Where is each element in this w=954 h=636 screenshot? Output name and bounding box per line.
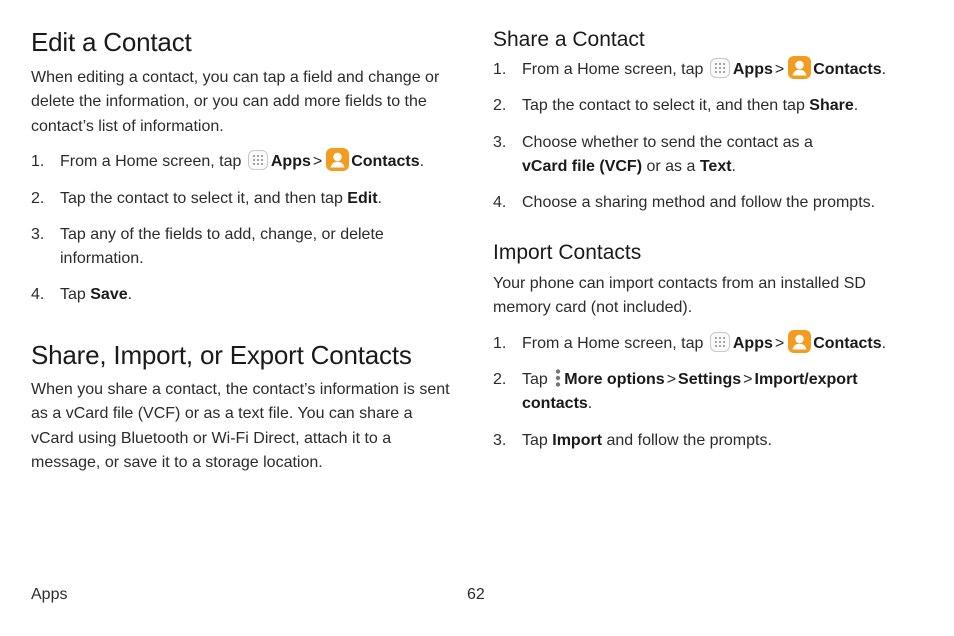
edit-step-4: 4. Tap Save. <box>31 286 133 303</box>
apps-grid-icon <box>710 58 730 78</box>
contacts-icon <box>326 148 349 171</box>
share-step-3: 3. Choose whether to send the contact as a vCard file (VCF) or as a Text. <box>493 134 813 176</box>
share-import-heading: Share, Import, or Export Contacts <box>31 340 412 370</box>
share-step-4: 4. Choose a sharing method and follow the prompts. <box>493 194 876 211</box>
edit-contact-intro: When editing a contact, you can tap a field and change or delete the information, or you can add more fields to the contact’s list of information. <box>31 69 440 135</box>
share-import-intro: When you share a contact, the contact’s information is sent as a vCard file (VCF) or as a text file. You can share a vCard using Bluetooth or Wi-Fi Direct, attach it to a message, or save it to a storage location. <box>31 381 450 471</box>
share-step-2: 2. Tap the contact to select it, and then tap Share. <box>493 97 859 114</box>
edit-step-2: 2. Tap the contact to select it, and then tap Edit. <box>31 190 382 207</box>
import-contacts-intro: Your phone can import contacts from an installed SD memory card (not included). <box>493 275 866 317</box>
edit-step-1: 1. From a Home screen, tap Apps > Contacts. <box>31 150 463 174</box>
edit-step-3: 3. Tap any of the fields to add, change, or delete information. <box>31 226 384 268</box>
import-step-3: 3. Tap Import and follow the prompts. <box>493 432 772 449</box>
page-number: 62 <box>467 586 485 603</box>
apps-grid-icon <box>710 332 730 352</box>
more-options-icon <box>554 368 562 388</box>
edit-contact-heading: Edit a Contact <box>31 27 192 57</box>
footer-section-label: Apps <box>31 586 68 603</box>
contacts-icon <box>788 330 811 353</box>
import-contacts-heading: Import Contacts <box>493 241 642 264</box>
import-step-1: 1. From a Home screen, tap Apps > Contacts. <box>493 332 933 356</box>
share-contact-heading: Share a Contact <box>493 28 645 51</box>
apps-grid-icon <box>248 150 268 170</box>
import-step-2: 2. Tap More options > Settings > Import/export contacts. <box>493 368 933 417</box>
share-step-1: 1. From a Home screen, tap Apps > Contacts. <box>493 58 933 82</box>
contacts-icon <box>788 56 811 79</box>
